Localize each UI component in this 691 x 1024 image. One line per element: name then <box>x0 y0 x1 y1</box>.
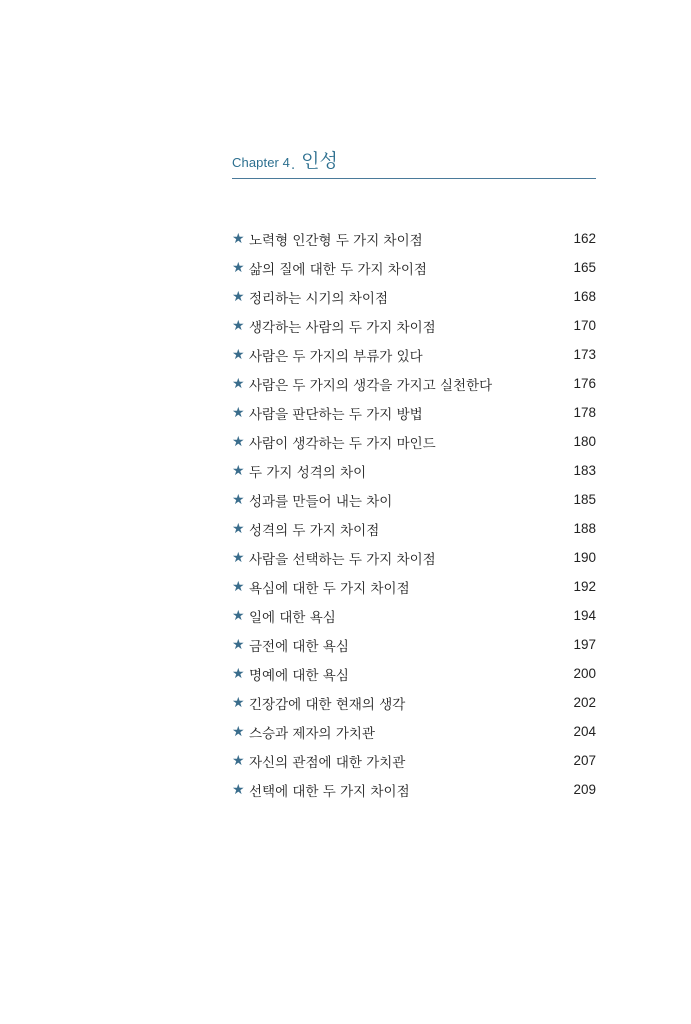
chapter-label: Chapter 4 <box>232 155 290 170</box>
star-icon: ★ <box>232 578 245 595</box>
toc-entry-title: 금전에 대한 욕심 <box>249 638 349 655</box>
toc-entry[interactable] <box>232 543 596 572</box>
toc-entry-title: 사람이 생각하는 두 가지 마인드 <box>249 435 436 452</box>
toc-entry-page-number: 162 <box>573 231 596 246</box>
toc-entry-title: 욕심에 대한 두 가지 차이점 <box>249 580 410 597</box>
toc-entry-page-number: 188 <box>573 521 596 536</box>
toc-entry[interactable] <box>232 427 596 456</box>
star-icon: ★ <box>232 636 245 653</box>
chapter-separator: . <box>291 158 296 173</box>
toc-entry-page-number: 168 <box>573 289 596 304</box>
toc-entry[interactable] <box>232 688 596 717</box>
toc-entry[interactable] <box>232 717 596 746</box>
toc-entry-title: 삶의 질에 대한 두 가지 차이점 <box>249 261 427 278</box>
toc-entry-title: 명예에 대한 욕심 <box>249 667 349 684</box>
star-icon: ★ <box>232 404 245 421</box>
toc-entry-title: 성과를 만들어 내는 차이 <box>249 493 393 510</box>
toc-entry-title: 자신의 관점에 대한 가치관 <box>249 754 406 771</box>
toc-entry-page-number: 178 <box>573 405 596 420</box>
toc-entry-title: 선택에 대한 두 가지 차이점 <box>249 783 410 800</box>
chapter-header <box>232 146 596 179</box>
table-of-contents <box>232 224 596 804</box>
star-icon: ★ <box>232 491 245 508</box>
toc-entry-page-number: 170 <box>573 318 596 333</box>
toc-entry[interactable] <box>232 340 596 369</box>
toc-entry[interactable] <box>232 775 596 804</box>
toc-entry-title: 긴장감에 대한 현재의 생각 <box>249 696 406 713</box>
star-icon: ★ <box>232 665 245 682</box>
star-icon: ★ <box>232 462 245 479</box>
toc-entry-page-number: 194 <box>573 608 596 623</box>
star-icon: ★ <box>232 433 245 450</box>
toc-entry[interactable] <box>232 601 596 630</box>
toc-entry[interactable] <box>232 224 596 253</box>
toc-entry-page-number: 173 <box>573 347 596 362</box>
toc-entry-page-number: 197 <box>573 637 596 652</box>
toc-entry[interactable] <box>232 369 596 398</box>
toc-entry-title: 정리하는 시기의 차이점 <box>249 290 388 307</box>
toc-entry-page-number: 183 <box>573 463 596 478</box>
toc-entry-page-number: 180 <box>573 434 596 449</box>
toc-entry-title: 사람은 두 가지의 생각을 가지고 실천한다 <box>249 377 493 394</box>
toc-entry-page-number: 204 <box>573 724 596 739</box>
star-icon: ★ <box>232 259 245 276</box>
toc-entry-title: 사람을 판단하는 두 가지 방법 <box>249 406 423 423</box>
toc-entry-page-number: 209 <box>573 782 596 797</box>
toc-entry-title: 두 가지 성격의 차이 <box>249 464 367 481</box>
star-icon: ★ <box>232 694 245 711</box>
star-icon: ★ <box>232 781 245 798</box>
star-icon: ★ <box>232 723 245 740</box>
toc-entry-page-number: 207 <box>573 753 596 768</box>
star-icon: ★ <box>232 230 245 247</box>
toc-entry-title: 성격의 두 가지 차이점 <box>249 522 380 539</box>
star-icon: ★ <box>232 288 245 305</box>
toc-entry[interactable] <box>232 456 596 485</box>
toc-entry-title: 노력형 인간형 두 가지 차이점 <box>249 232 423 249</box>
toc-entry[interactable] <box>232 572 596 601</box>
toc-entry[interactable] <box>232 398 596 427</box>
toc-entry[interactable] <box>232 485 596 514</box>
toc-entry-page-number: 185 <box>573 492 596 507</box>
star-icon: ★ <box>232 317 245 334</box>
toc-entry-page-number: 200 <box>573 666 596 681</box>
star-icon: ★ <box>232 346 245 363</box>
star-icon: ★ <box>232 549 245 566</box>
chapter-title: 인성 <box>301 150 338 172</box>
toc-entry-page-number: 176 <box>573 376 596 391</box>
toc-entry[interactable] <box>232 659 596 688</box>
toc-entry[interactable] <box>232 514 596 543</box>
toc-entry-page-number: 165 <box>573 260 596 275</box>
star-icon: ★ <box>232 607 245 624</box>
toc-entry[interactable] <box>232 282 596 311</box>
toc-entry-page-number: 202 <box>573 695 596 710</box>
toc-entry-title: 생각하는 사람의 두 가지 차이점 <box>249 319 436 336</box>
toc-entry[interactable] <box>232 311 596 340</box>
toc-entry-page-number: 192 <box>573 579 596 594</box>
toc-entry-page-number: 190 <box>573 550 596 565</box>
toc-entry[interactable] <box>232 746 596 775</box>
toc-entry-title: 스승과 제자의 가치관 <box>249 725 375 742</box>
toc-entry[interactable] <box>232 630 596 659</box>
toc-entry-title: 사람은 두 가지의 부류가 있다 <box>249 348 423 365</box>
star-icon: ★ <box>232 375 245 392</box>
star-icon: ★ <box>232 520 245 537</box>
star-icon: ★ <box>232 752 245 769</box>
toc-entry[interactable] <box>232 253 596 282</box>
toc-entry-title: 사람을 선택하는 두 가지 차이점 <box>249 551 436 568</box>
toc-entry-title: 일에 대한 욕심 <box>249 609 336 626</box>
